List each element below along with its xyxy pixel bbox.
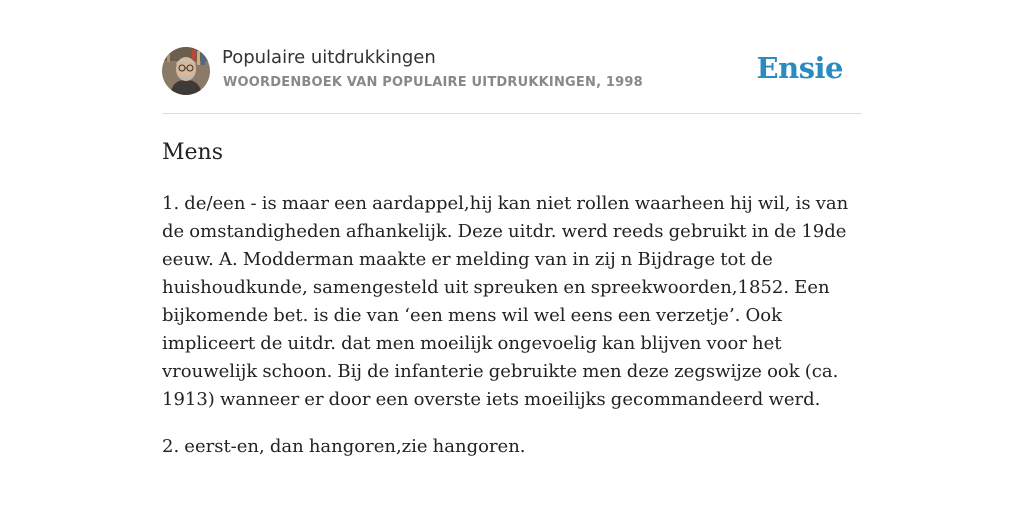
definition-paragraph-1: 1. de/een - is maar een aardappel,hij kan niet rollen waarheen hij wil, is van de omstandigheden afhankelijk. Deze uitdr. werd reeds gebruikt in de 19de eeuw. A. Modderman maakte er melding van in zij n Bijdrage tot de huishoudkunde, samengesteld uit spreuken en spreekwoorden,1852. Een bijkomende bet. is die van ‘een mens wil wel eens een verzetje’. Ook impliceert de uitdr. dat men moeilijk ongevoelig kan blijven voor het vrouwelijk schoon. Bij de infanterie gebruikte men deze zegswijze ook (ca. 1913) wanneer er door een overste iets moeilijks gecommandeerd werd. bbox=[162, 193, 849, 410]
author-portrait-icon bbox=[162, 47, 210, 95]
source-subtitle: WOORDENBOEK VAN POPULAIRE UITDRUKKINGEN, 1998 bbox=[223, 75, 643, 90]
entry-definition bbox=[162, 190, 862, 480]
author-avatar[interactable] bbox=[162, 47, 210, 95]
entry-card bbox=[162, 0, 862, 457]
definition-paragraph-2: 2. eerst-en, dan hangoren,zie hangoren. bbox=[162, 436, 526, 457]
source-header bbox=[162, 0, 862, 114]
source-title[interactable]: Populaire uitdrukkingen bbox=[222, 47, 436, 68]
ensie-logo[interactable]: Ensie bbox=[756, 51, 843, 85]
entry-term: Mens bbox=[162, 140, 224, 165]
